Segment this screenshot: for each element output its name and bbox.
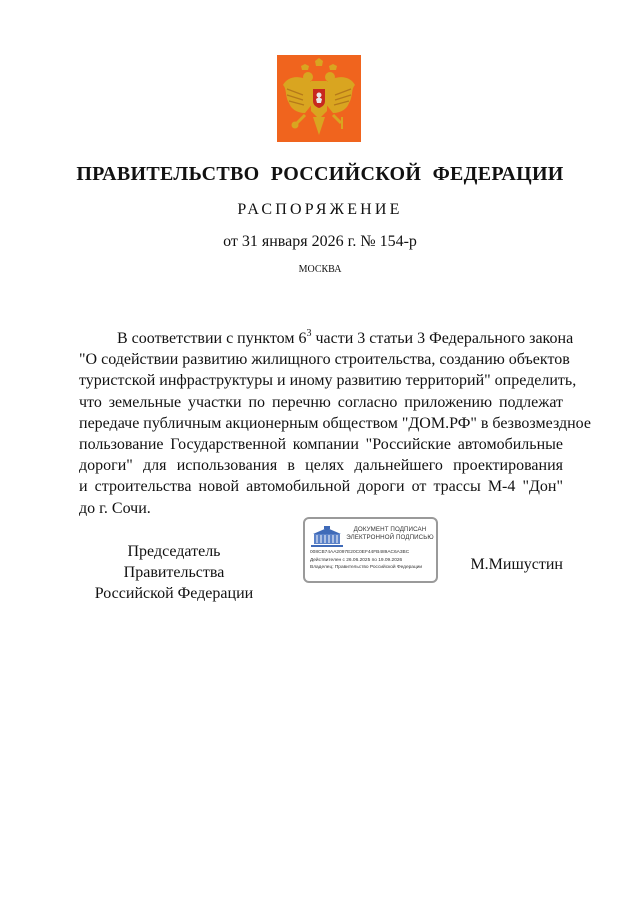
order-text-line: до г. Сочи. xyxy=(79,499,151,517)
government-building-icon xyxy=(310,526,344,548)
superscript: 3 xyxy=(306,327,312,339)
order-text-line: "О содействии развитию жилищного строительства, созданию объектов xyxy=(79,351,570,369)
signatory-role-line: Председатель Правительства xyxy=(123,543,225,581)
signatory-role xyxy=(79,541,269,604)
signatory-role-line: Российской Федерации xyxy=(94,585,254,602)
certificate-owner: Владелец: Правительство Российской Федерации xyxy=(310,565,423,570)
stamp-title: ДОКУМЕНТ ПОДПИСАН ЭЛЕКТРОННОЙ ПОДПИСЬЮ xyxy=(346,526,434,541)
order-text-line: и строительства новой автомобильной дороги от трассы М-4 "Дон" xyxy=(79,478,563,496)
organization-title: ПРАВИТЕЛЬСТВО РОССИЙСКОЙ ФЕДЕРАЦИИ xyxy=(76,163,564,185)
order-text xyxy=(79,327,591,519)
state-emblem xyxy=(277,55,361,142)
order-text-line: что земельные участки по перечню согласно приложению подлежат xyxy=(79,393,563,411)
certificate-validity: Действителен с 26.06.2025 по 19.09.2026 xyxy=(310,558,403,563)
order-text-line: туристской инфраструктуры и иному развитию территорий" определить, xyxy=(79,372,577,390)
order-text-line: передаче публичным акционерным обществом "ДОМ.РФ" в безвозмездное xyxy=(79,414,591,432)
electronic-signature-stamp xyxy=(303,517,438,583)
order-text-line: дороги" для использования в целях дальнейшего проектирования xyxy=(79,457,563,475)
order-text-line: пользование Государственной компании "Российские автомобильные xyxy=(79,436,563,454)
document-type: РАСПОРЯЖЕНИЕ xyxy=(237,201,403,218)
document-city: МОСКВА xyxy=(298,264,342,275)
signatory-name: М.Мишустин xyxy=(470,556,563,573)
certificate-number: 008CB74AA2097E20C0EF44FB489AC6A3BC xyxy=(310,550,410,555)
document-date-number: от 31 января 2026 г. № 154-р xyxy=(223,233,417,250)
order-text-line: В соответствии с пунктом $6^3$ части 3 статьи 3 Федерального закона xyxy=(117,327,574,347)
